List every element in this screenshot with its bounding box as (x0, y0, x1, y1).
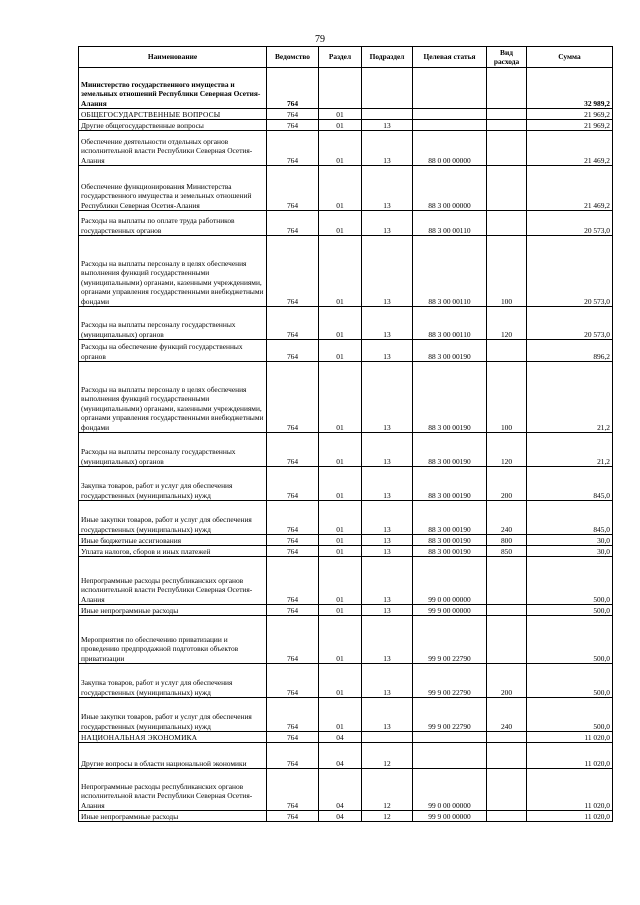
row-target-item (413, 120, 487, 131)
row-section: 01 (319, 467, 362, 501)
row-sum: 30,0 (527, 546, 613, 557)
row-subsection: 13 (362, 362, 413, 433)
table-row (79, 811, 613, 822)
row-section: 01 (319, 605, 362, 616)
row-sum: 21,2 (527, 433, 613, 467)
row-sum: 21,2 (527, 362, 613, 433)
row-section: 04 (319, 769, 362, 811)
row-expense-kind: 120 (487, 433, 527, 467)
table-row (79, 743, 613, 769)
row-target-item: 99 9 00 22790 (413, 698, 487, 732)
row-expense-kind (487, 769, 527, 811)
col-header-sum: Сумма (527, 47, 613, 68)
row-sum: 20 573,0 (527, 211, 613, 236)
row-section: 01 (319, 109, 362, 120)
row-expense-kind: 100 (487, 236, 527, 307)
row-section: 01 (319, 433, 362, 467)
row-name: Закупка товаров, работ и услуг для обеспечения государственных (муниципальных) нужд (79, 664, 267, 698)
row-target-item: 88 3 00 00110 (413, 211, 487, 236)
row-department: 764 (267, 605, 319, 616)
row-subsection (362, 732, 413, 743)
row-name: Расходы на обеспечение функций государственных органов (79, 340, 267, 362)
row-section: 01 (319, 362, 362, 433)
row-name: Министерство государственного имущества и земельных отношений Республики Северная Осетия-Алания (79, 68, 267, 109)
row-department: 764 (267, 535, 319, 546)
row-department: 764 (267, 698, 319, 732)
col-header-target-item: Целевая статья (413, 47, 487, 68)
table-row (79, 166, 613, 211)
row-target-item: 99 9 00 00000 (413, 811, 487, 822)
row-sum: 11 020,0 (527, 732, 613, 743)
row-subsection: 13 (362, 307, 413, 340)
row-sum: 11 020,0 (527, 811, 613, 822)
table-row (79, 769, 613, 811)
row-name: Расходы на выплаты персоналу государственных (муниципальных) органов (79, 433, 267, 467)
row-expense-kind: 200 (487, 664, 527, 698)
row-subsection: 13 (362, 166, 413, 211)
row-section: 01 (319, 616, 362, 664)
row-sum: 11 020,0 (527, 769, 613, 811)
row-expense-kind (487, 109, 527, 120)
row-subsection: 13 (362, 698, 413, 732)
row-subsection: 13 (362, 131, 413, 166)
row-subsection: 13 (362, 664, 413, 698)
row-expense-kind (487, 811, 527, 822)
page-number: 79 (315, 34, 325, 45)
row-section: 04 (319, 811, 362, 822)
row-name: ОБЩЕГОСУДАРСТВЕННЫЕ ВОПРОСЫ (79, 109, 267, 120)
row-name: Расходы на выплаты по оплате труда работников государственных органов (79, 211, 267, 236)
row-target-item: 88 3 00 00190 (413, 433, 487, 467)
row-sum: 500,0 (527, 664, 613, 698)
row-target-item: 99 0 00 00000 (413, 557, 487, 605)
table-row (79, 340, 613, 362)
row-name: Иные закупки товаров, работ и услуг для обеспечения государственных (муниципальных) нужд (79, 501, 267, 535)
budget-table (78, 46, 613, 822)
row-target-item: 88 3 00 00190 (413, 501, 487, 535)
row-department: 764 (267, 362, 319, 433)
row-subsection: 12 (362, 769, 413, 811)
table-body (79, 68, 613, 822)
row-department: 764 (267, 131, 319, 166)
table-row (79, 664, 613, 698)
row-section: 04 (319, 732, 362, 743)
row-name: НАЦИОНАЛЬНАЯ ЭКОНОМИКА (79, 732, 267, 743)
row-expense-kind (487, 131, 527, 166)
row-department: 764 (267, 340, 319, 362)
row-subsection: 13 (362, 605, 413, 616)
row-target-item: 88 3 00 00190 (413, 340, 487, 362)
row-section: 01 (319, 698, 362, 732)
row-expense-kind (487, 120, 527, 131)
table-row (79, 109, 613, 120)
row-department: 764 (267, 307, 319, 340)
row-subsection: 13 (362, 467, 413, 501)
row-sum: 21 969,2 (527, 120, 613, 131)
table-row (79, 546, 613, 557)
row-expense-kind (487, 68, 527, 109)
row-subsection (362, 68, 413, 109)
table-row (79, 698, 613, 732)
table-row (79, 732, 613, 743)
row-subsection: 13 (362, 546, 413, 557)
row-target-item (413, 743, 487, 769)
row-target-item: 88 3 00 00000 (413, 166, 487, 211)
row-target-item (413, 68, 487, 109)
row-department: 764 (267, 467, 319, 501)
row-department: 764 (267, 211, 319, 236)
row-name: Иные закупки товаров, работ и услуг для обеспечения государственных (муниципальных) нужд (79, 698, 267, 732)
row-name: Закупка товаров, работ и услуг для обеспечения государственных (муниципальных) нужд (79, 467, 267, 501)
row-sum: 21 469,2 (527, 166, 613, 211)
row-sum: 21 469,2 (527, 131, 613, 166)
row-subsection: 13 (362, 535, 413, 546)
row-sum: 845,0 (527, 501, 613, 535)
row-section: 01 (319, 664, 362, 698)
row-subsection: 13 (362, 433, 413, 467)
row-subsection: 13 (362, 211, 413, 236)
row-department: 764 (267, 120, 319, 131)
row-department: 764 (267, 433, 319, 467)
row-expense-kind: 200 (487, 467, 527, 501)
row-section: 01 (319, 501, 362, 535)
row-expense-kind: 240 (487, 698, 527, 732)
row-subsection: 13 (362, 340, 413, 362)
row-sum: 20 573,0 (527, 307, 613, 340)
row-target-item: 99 0 00 00000 (413, 769, 487, 811)
row-subsection: 13 (362, 616, 413, 664)
row-department: 764 (267, 616, 319, 664)
table-row (79, 535, 613, 546)
row-name: Расходы на выплаты персоналу в целях обеспечения выполнения функций государственными (муниципальными) органами, казенными учреждениями, органами управления государственными внебюджетными фондами (79, 236, 267, 307)
table-row (79, 616, 613, 664)
table-row (79, 433, 613, 467)
row-expense-kind (487, 743, 527, 769)
row-expense-kind (487, 557, 527, 605)
row-name: Мероприятия по обеспечению приватизации и проведению предпродажной подготовки объектов приватизации (79, 616, 267, 664)
col-header-subsection: Подраздел (362, 47, 413, 68)
row-target-item: 99 9 00 22790 (413, 616, 487, 664)
row-target-item: 88 3 00 00190 (413, 362, 487, 433)
row-sum: 896,2 (527, 340, 613, 362)
row-sum: 32 989,2 (527, 68, 613, 109)
row-section: 01 (319, 557, 362, 605)
row-department: 764 (267, 546, 319, 557)
row-expense-kind (487, 166, 527, 211)
row-name: Обеспечение деятельности отдельных органов исполнительной власти Республики Северная Осетия-Алания (79, 131, 267, 166)
table-row (79, 211, 613, 236)
row-sum: 500,0 (527, 698, 613, 732)
row-subsection: 13 (362, 236, 413, 307)
table-row (79, 120, 613, 131)
row-section: 01 (319, 211, 362, 236)
col-header-department: Ведомство (267, 47, 319, 68)
table-row (79, 362, 613, 433)
row-target-item: 88 3 00 00190 (413, 467, 487, 501)
row-section: 01 (319, 535, 362, 546)
row-subsection (362, 109, 413, 120)
row-expense-kind: 120 (487, 307, 527, 340)
table-row (79, 307, 613, 340)
row-name: Иные непрограммные расходы (79, 811, 267, 822)
row-section: 01 (319, 120, 362, 131)
row-name: Обеспечение функционирования Министерства государственного имущества и земельных отношений Республики Северная Осетия-Алания (79, 166, 267, 211)
row-section (319, 68, 362, 109)
row-section: 01 (319, 166, 362, 211)
row-department: 764 (267, 732, 319, 743)
col-header-section: Раздел (319, 47, 362, 68)
table-row (79, 467, 613, 501)
row-sum: 30,0 (527, 535, 613, 546)
row-section: 04 (319, 743, 362, 769)
row-sum: 845,0 (527, 467, 613, 501)
row-expense-kind (487, 732, 527, 743)
row-expense-kind: 240 (487, 501, 527, 535)
row-expense-kind: 100 (487, 362, 527, 433)
table-row (79, 557, 613, 605)
row-name: Непрограммные расходы республиканских органов исполнительной власти Республики Северная Осетия-Алания (79, 557, 267, 605)
row-department: 764 (267, 769, 319, 811)
row-name: Иные бюджетные ассигнования (79, 535, 267, 546)
row-department: 764 (267, 664, 319, 698)
row-subsection: 12 (362, 743, 413, 769)
row-name: Расходы на выплаты персоналу в целях обеспечения выполнения функций государственными (муниципальными) органами, казенными учреждениями, органами управления государственными внебюджетными фондами (79, 362, 267, 433)
row-section: 01 (319, 236, 362, 307)
row-section: 01 (319, 340, 362, 362)
row-sum: 21 969,2 (527, 109, 613, 120)
row-department: 764 (267, 236, 319, 307)
row-target-item: 99 9 00 00000 (413, 605, 487, 616)
row-target-item: 88 3 00 00110 (413, 236, 487, 307)
row-sum: 11 020,0 (527, 743, 613, 769)
table-row (79, 236, 613, 307)
table-row (79, 501, 613, 535)
row-name: Другие общегосударственные вопросы (79, 120, 267, 131)
row-expense-kind (487, 616, 527, 664)
row-target-item (413, 109, 487, 120)
row-sum: 20 573,0 (527, 236, 613, 307)
table-header-row (79, 47, 613, 68)
col-header-expense-kind: Вид расхода (487, 47, 527, 68)
row-target-item (413, 732, 487, 743)
row-sum: 500,0 (527, 616, 613, 664)
row-department: 764 (267, 68, 319, 109)
row-target-item: 88 3 00 00110 (413, 307, 487, 340)
row-name: Уплата налогов, сборов и иных платежей (79, 546, 267, 557)
row-expense-kind (487, 340, 527, 362)
row-subsection: 13 (362, 557, 413, 605)
row-name: Иные непрограммные расходы (79, 605, 267, 616)
table-row (79, 68, 613, 109)
row-subsection: 13 (362, 501, 413, 535)
row-name: Другие вопросы в области национальной экономики (79, 743, 267, 769)
row-target-item: 88 3 00 00190 (413, 546, 487, 557)
row-name: Непрограммные расходы республиканских органов исполнительной власти Республики Северная Осетия-Алания (79, 769, 267, 811)
row-section: 01 (319, 546, 362, 557)
col-header-name: Наименование (79, 47, 267, 68)
row-department: 764 (267, 557, 319, 605)
row-department: 764 (267, 166, 319, 211)
row-sum: 500,0 (527, 557, 613, 605)
row-department: 764 (267, 109, 319, 120)
table-row (79, 605, 613, 616)
row-subsection: 13 (362, 120, 413, 131)
row-target-item: 99 9 00 22790 (413, 664, 487, 698)
row-expense-kind: 800 (487, 535, 527, 546)
row-section: 01 (319, 307, 362, 340)
row-subsection: 12 (362, 811, 413, 822)
row-sum: 500,0 (527, 605, 613, 616)
row-target-item: 88 3 00 00190 (413, 535, 487, 546)
row-section: 01 (319, 131, 362, 166)
row-expense-kind: 850 (487, 546, 527, 557)
table-row (79, 131, 613, 166)
row-name: Расходы на выплаты персоналу государственных (муниципальных) органов (79, 307, 267, 340)
row-department: 764 (267, 743, 319, 769)
row-target-item: 88 0 00 00000 (413, 131, 487, 166)
row-expense-kind (487, 605, 527, 616)
row-expense-kind (487, 211, 527, 236)
row-department: 764 (267, 501, 319, 535)
row-department: 764 (267, 811, 319, 822)
